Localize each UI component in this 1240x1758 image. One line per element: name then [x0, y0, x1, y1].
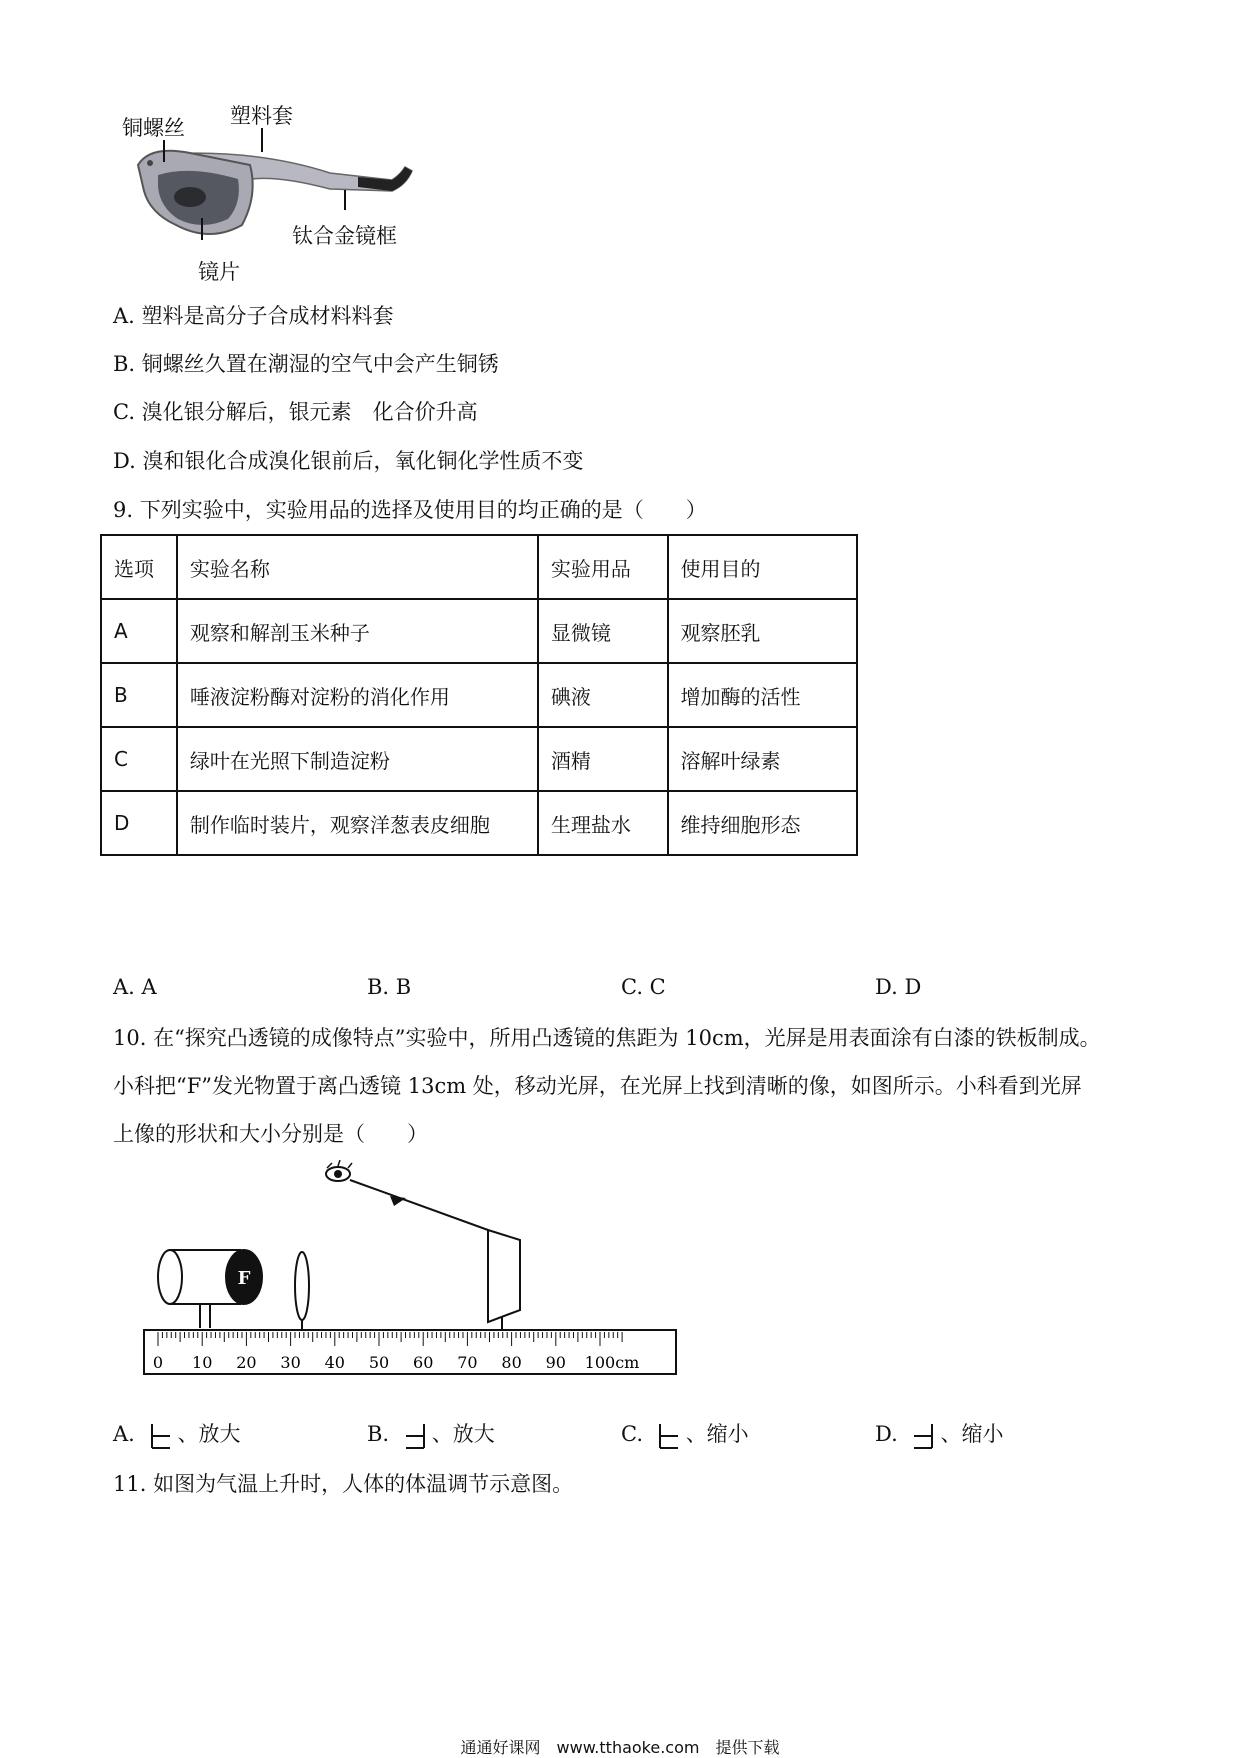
table-header-row [101, 535, 857, 599]
table-header-cell: 实验用品 [538, 535, 668, 599]
table-row [101, 727, 857, 791]
table-cell: 维持细胞形态 [668, 791, 858, 855]
table-row [101, 791, 857, 855]
option-text: 、放大 [177, 1422, 241, 1446]
q10-stem-line-3: 上像的形状和大小分别是（ ） [113, 1122, 428, 1146]
table-header-cell: 使用目的 [668, 535, 858, 599]
table-header-cell: 实验名称 [177, 535, 538, 599]
q9-option-b: B. B [367, 975, 412, 999]
eye-icon [326, 1160, 352, 1181]
label-plastic-cover: 塑料套 [230, 104, 293, 128]
label-copper-screw: 铜螺丝 [122, 116, 185, 140]
table-cell: 酒精 [538, 727, 668, 791]
table-row [101, 663, 857, 727]
table-cell: 观察和解剖玉米种子 [177, 599, 538, 663]
table-cell: 唾液淀粉酶对淀粉的消化作用 [177, 663, 538, 727]
image-shape-icon [656, 1422, 682, 1450]
label-titanium-frame: 钛合金镜框 [292, 224, 397, 248]
q8-option-c: C. 溴化银分解后，银元素 化合价升高 [113, 400, 478, 424]
source-letter: F [237, 1268, 251, 1289]
table-cell: 显微镜 [538, 599, 668, 663]
ruler-tick-label: 70 [457, 1353, 478, 1372]
ruler-tick-label: 90 [545, 1353, 566, 1372]
ruler-tick-label: 10 [192, 1353, 213, 1372]
q9-option-c: C. C [621, 975, 666, 999]
q10-option-c [621, 1418, 749, 1450]
label-lens: 镜片 [198, 260, 240, 284]
table-cell: B [101, 663, 177, 727]
page-footer: 通通好课网 www.tthaoke.com 提供下载 [460, 1738, 780, 1757]
ruler-tick-label: 100cm [584, 1353, 640, 1372]
q9-option-a: A. A [113, 975, 157, 999]
image-shape-icon [402, 1422, 428, 1450]
q10-option-a [113, 1418, 241, 1450]
q8-option-d: D. 溴和银化合成溴化银前后，氧化铜化学性质不变 [113, 449, 584, 473]
option-text: 、缩小 [940, 1422, 1004, 1446]
light-screen [488, 1230, 520, 1322]
q10-stem-line-2: 小科把“F”发光物置于离凸透镜 13cm 处，移动光屏，在光屏上找到清晰的像，如图所示。小科看到光屏 [113, 1074, 1082, 1098]
table-cell: 碘液 [538, 663, 668, 727]
table-row [101, 599, 857, 663]
q11-stem: 11. 如图为气温上升时，人体的体温调节示意图。 [113, 1472, 574, 1496]
option-letter: A. [113, 1422, 135, 1446]
ruler-tick-label: 20 [236, 1353, 257, 1372]
table-cell: 溶解叶绿素 [668, 727, 858, 791]
table-cell: 绿叶在光照下制造淀粉 [177, 727, 538, 791]
convex-lens [295, 1252, 309, 1320]
q9-option-d: D. D [875, 975, 922, 999]
q8-option-a: A. 塑料是高分子合成材料料套 [113, 304, 394, 328]
image-shape-icon [910, 1422, 936, 1450]
ruler-tick-label: 80 [501, 1353, 522, 1372]
ruler-tick-label: 40 [324, 1353, 345, 1372]
image-shape-icon [148, 1422, 174, 1450]
option-letter: C. [621, 1422, 643, 1446]
ruler-tick-label: 0 [152, 1353, 164, 1372]
table-cell: 生理盐水 [538, 791, 668, 855]
table-cell: C [101, 727, 177, 791]
table-cell: 观察胚乳 [668, 599, 858, 663]
table-header-cell: 选项 [101, 535, 177, 599]
table-cell: 增加酶的活性 [668, 663, 858, 727]
option-letter: B. [367, 1422, 390, 1446]
q9-stem: 9. 下列实验中，实验用品的选择及使用目的均正确的是（ ） [113, 498, 707, 522]
q9-table [100, 534, 858, 856]
option-text: 、缩小 [685, 1422, 749, 1446]
table-cell: A [101, 599, 177, 663]
option-text: 、放大 [431, 1422, 495, 1446]
option-letter: D. [875, 1422, 898, 1446]
q10-option-b [367, 1418, 495, 1450]
q10-stem-line-1: 10. 在“探究凸透镜的成像特点”实验中，所用凸透镜的焦距为 10cm，光屏是用表面涂有白漆的铁板制成。 [113, 1026, 1101, 1050]
ruler-tick-label: 30 [280, 1353, 301, 1372]
q10-option-d [875, 1418, 1003, 1450]
light-source [158, 1250, 262, 1328]
table-cell: 制作临时装片，观察洋葱表皮细胞 [177, 791, 538, 855]
ruler-tick-label: 50 [368, 1353, 390, 1372]
table-cell: D [101, 791, 177, 855]
q8-option-b: B. 铜螺丝久置在潮湿的空气中会产生铜锈 [113, 352, 499, 376]
optical-bench-illustration [140, 1160, 700, 1375]
ruler-tick-label: 60 [413, 1353, 434, 1372]
